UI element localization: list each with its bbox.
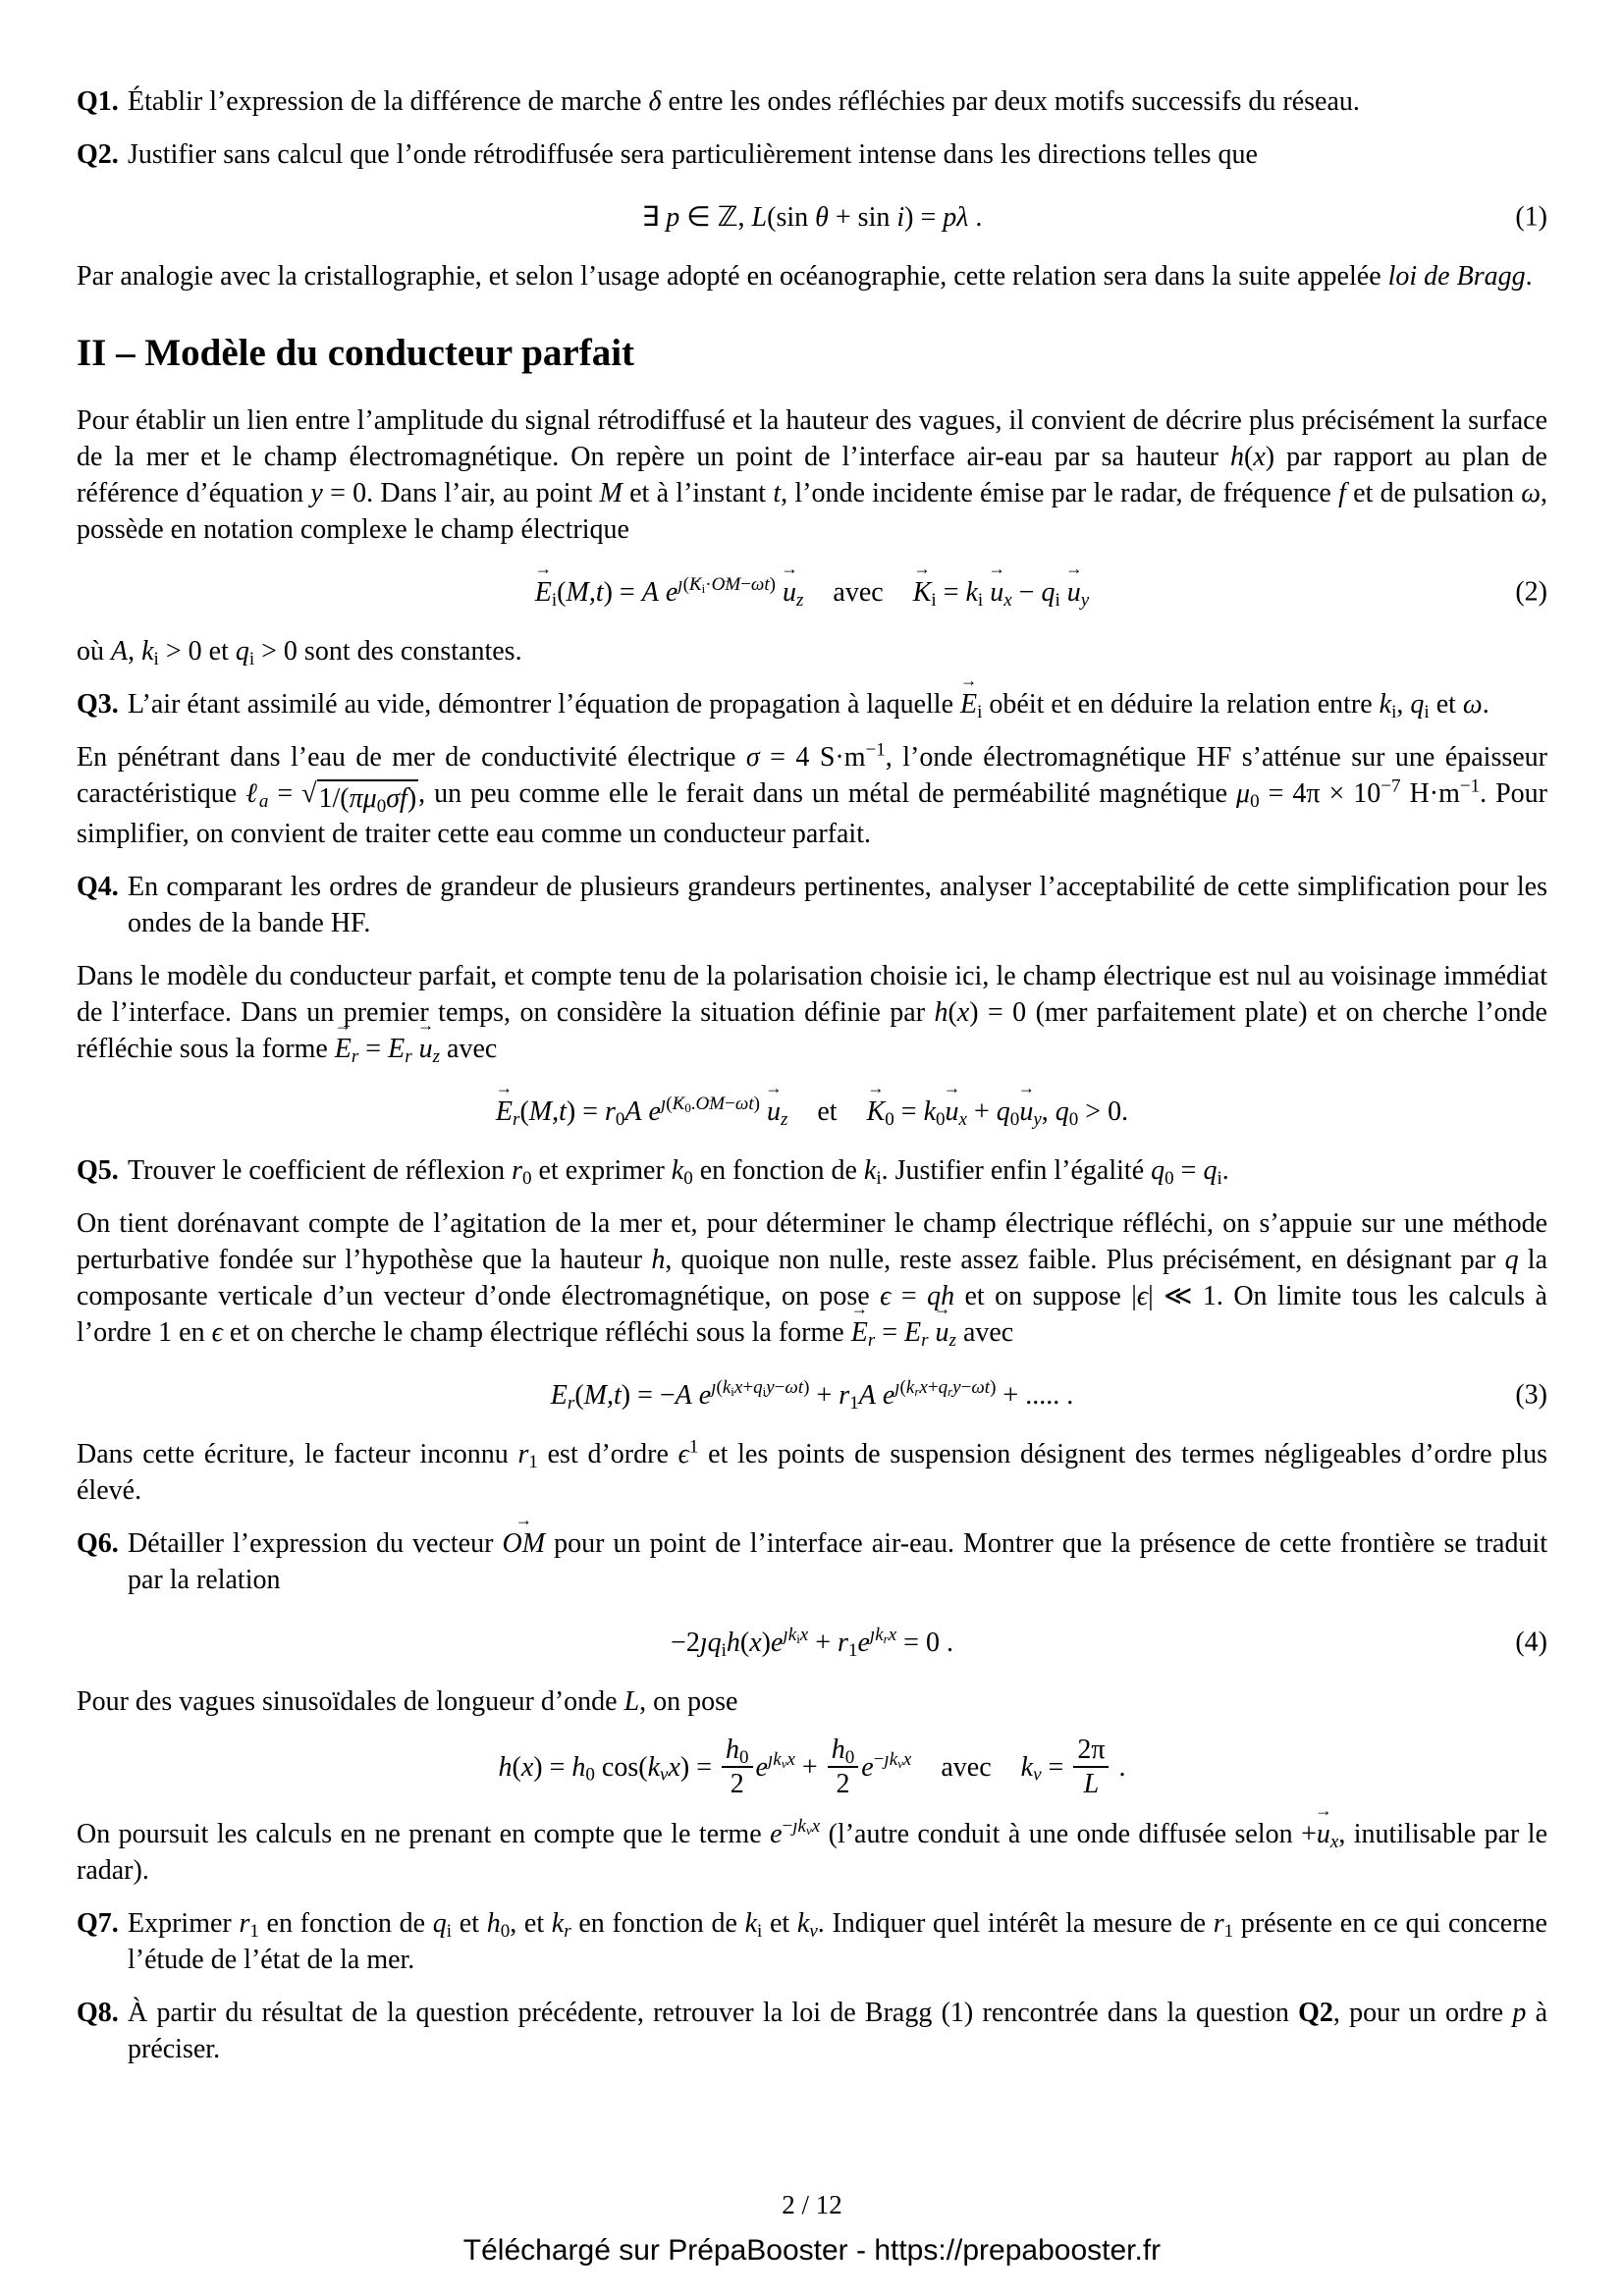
download-credit: Téléchargé sur PrépaBooster - https://prepabooster.fr <box>462 2234 1162 2267</box>
question-q7 <box>77 1905 1547 1978</box>
question-q1 <box>77 83 1547 120</box>
question-q1-text: Établir l’expression de la différence de marche δ entre les ondes réfléchies par deux motifs successifs du réseau. <box>128 86 1360 117</box>
question-q2-label: Q2. <box>77 139 119 170</box>
page-number: 2 / 12 <box>782 2190 842 2219</box>
equation-incident-field-math: $E \to_i(M,t) = A$ $e^{ȷ(K_i\cdot OM-\omega t)}$ $u \to_z$ avec $K \to_i = k_i$ $u \to_x - q_i$ $u \to_y$ <box>535 574 1089 611</box>
equation-wave-height <box>77 1736 1547 1802</box>
equation-bragg <box>77 189 1547 244</box>
equation-bragg-number: (1) <box>1515 201 1547 233</box>
question-q3-label: Q3. <box>77 689 119 720</box>
question-q2 <box>77 136 1547 173</box>
question-q5-text: Trouver le coefficient de réflexion $r_0$ et exprimer $k_0$ en fonction de $k_i$. Justifier enfin l’égalité $q_0 = q_i$. <box>128 1155 1229 1189</box>
equation-reflected-field-order1-math: $E_r(M,t) = -A$ $e^{ȷ(k_ix+q_iy-\omega t)} + r_1A$ $e^{ȷ(k_rx+q_ry-\omega t)}$ + ..... . <box>550 1377 1074 1414</box>
question-q8 <box>77 1995 1547 2067</box>
question-q8-text: À partir du résultat de la question précédente, retrouver la loi de Bragg (1) rencontrée dans la question Q2, pour un ordre p à préciser. <box>128 1997 1547 2064</box>
question-q6 <box>77 1525 1547 1598</box>
question-q2-text: Justifier sans calcul que l’onde rétrodiffusée sera particulièrement intense dans les directions telles que <box>128 139 1258 170</box>
paragraph-perturbative: On tient dorénavant compte de l’agitation de la mer et, pour déterminer le champ électrique réfléchi, on s’appuie sur une méthode perturbative fondée sur l’hypothèse que la hauteur h, quoique non nulle, reste assez faible. Plus précisément, en désignant par q la composante verticale d’un vecteur d’onde électromagnétique, on pose ϵ = qh et on suppose |ϵ| ≪ 1. On limite tous les calculs à l’ordre 1 en ϵ et on cherche le champ électrique réfléchi sous la forme $E \to_r = E_r$ $u \to_z$ avec <box>77 1205 1547 1351</box>
question-q8-label: Q8. <box>77 1997 119 2028</box>
equation-reflected-field-order1 <box>77 1367 1547 1422</box>
question-q6-label: Q6. <box>77 1528 119 1559</box>
page-footer <box>0 2187 1624 2269</box>
equation-reflected-field-flat-math: $E \to_r(M,t) = r_0A$ $e^{ȷ(K_0.OM-\omega t)}$ $u \to_z$ et $K \to_0 = k_0u \to_x + q_0u \to_y$, $q_0 > 0$. <box>496 1094 1128 1130</box>
equation-boundary-condition-number: (4) <box>1515 1627 1547 1658</box>
paragraph-order-epsilon: Dans cette écriture, le facteur inconnu $r_1$ est d’ordre $\epsilon^1$ et les points de suspension désignent des termes négligeables d’ordre plus élevé. <box>77 1436 1547 1506</box>
question-q7-text: Exprimer $r_1$ en fonction de $q_i$ et $h_0$, et $k_r$ en fonction de $k_i$ et $k_v$. Indiquer quel intérêt la mesure de $r_1$ présente en ce qui concerne l’étude de l’état de la mer. <box>128 1907 1547 1975</box>
question-q5 <box>77 1152 1547 1189</box>
equation-incident-field <box>77 564 1547 619</box>
paragraph-sinusoidal-waves: Pour des vagues sinusoïdales de longueur d’onde L, on pose <box>77 1686 738 1717</box>
question-q3-text: L’air étant assimilé au vide, démontrer l’équation de propagation à laquelle $E \to_i$ obéit et en déduire la relation entre $k_i$, $q_i$ et ω. <box>128 686 1547 722</box>
paragraph-section2-intro: Pour établir un lien entre l’amplitude du signal rétrodiffusé et la hauteur des vagues, il convient de décrire plus précisément la surface de la mer et le champ électromagnétique. On repère un point de l’interface air-eau par sa hauteur h(x) par rapport au plan de référence d’équation y = 0. Dans l’air, au point M et à l’instant t, l’onde incidente émise par le radar, de fréquence f et de pulsation ω, possède en notation complexe le champ électrique <box>77 405 1548 545</box>
section-title: II – Modèle du conducteur parfait <box>77 332 635 374</box>
equation-incident-field-number: (2) <box>1515 576 1547 608</box>
equation-reflected-field-flat <box>77 1084 1547 1139</box>
question-q6-text: Détailler l’expression du vecteur OM → pour un point de l’interface air-eau. Montrer que la présence de cette frontière se traduit par la relation <box>128 1525 1547 1598</box>
question-q1-label: Q1. <box>77 86 119 117</box>
question-q5-label: Q5. <box>77 1155 119 1186</box>
equation-wave-height-math: $h(x) = h_0$ $\cos(k_vx)$ = $\frac{h_0}{2}$ $e^{ȷk_vx}$ + $\frac{h_0}{2}$ $e^{-ȷk_vx}$ avec $k_v$ = $\frac{2\pi}{L}$ . <box>498 1735 1126 1800</box>
question-q4 <box>77 869 1547 941</box>
equation-boundary-condition <box>77 1615 1547 1670</box>
paragraph-seawater: En pénétrant dans l’eau de mer de conductivité électrique σ = 4 $S\cdot m^{-1}$, l’onde électromagnétique HF s’atténue sur une épaisseur caractéristique ℓ$_a$ = √ $1/(\pi\mu_0\sigma f)$ , un peu comme elle le ferait dans un métal de perméabilité magnétique $\mu_0 = 4\pi \times 10^{-7}$ $H\cdot m^{-1}$. Pour simplifier, on convient de traiter cette eau comme un conducteur parfait. <box>77 739 1548 849</box>
question-q4-label: Q4. <box>77 872 119 902</box>
paragraph-pursuit: On poursuit les calculs en ne prenant en compte que le terme $e^{-ȷk_vx}$ (l’autre conduit à une onde diffusée selon $+u \to_x$, inutilisable par le radar). <box>77 1816 1547 1889</box>
question-q4-text: En comparant les ordres de grandeur de plusieurs grandeurs pertinentes, analyser l’acceptabilité de cette simplification pour les ondes de la bande HF. <box>128 872 1547 938</box>
question-q7-label: Q7. <box>77 1907 119 1939</box>
paragraph-constants: où A, $k_i > 0$ et $q_i > 0$ sont des constantes. <box>77 636 522 669</box>
paragraph-perfect-conductor: Dans le modèle du conducteur parfait, et compte tenu de la polarisation choisie ici, le champ électrique est nul au voisinage immédiat de l’interface. Dans un premier temps, on considère la situation définie par h(x) = 0 (mer parfaitement plate) et on cherche l’onde réfléchie sous la forme $E \to_r = E_r$ $u \to_z$ avec <box>77 958 1547 1067</box>
equation-reflected-field-order1-number: (3) <box>1515 1379 1547 1411</box>
question-q3 <box>77 686 1547 722</box>
equation-boundary-condition-math: $-2ȷq_ih(x)e^{ȷk_ix} + r_1e^{ȷk_rx} = 0$ . <box>671 1625 953 1661</box>
paragraph-bragg-law: Par analogie avec la cristallographie, et selon l’usage adopté en océanographie, cette relation sera dans la suite appelée loi de Bragg. <box>77 261 1533 292</box>
equation-bragg-math: ∃ p ∈ ℤ, L(sin θ + sin i) = pλ . <box>641 201 983 233</box>
